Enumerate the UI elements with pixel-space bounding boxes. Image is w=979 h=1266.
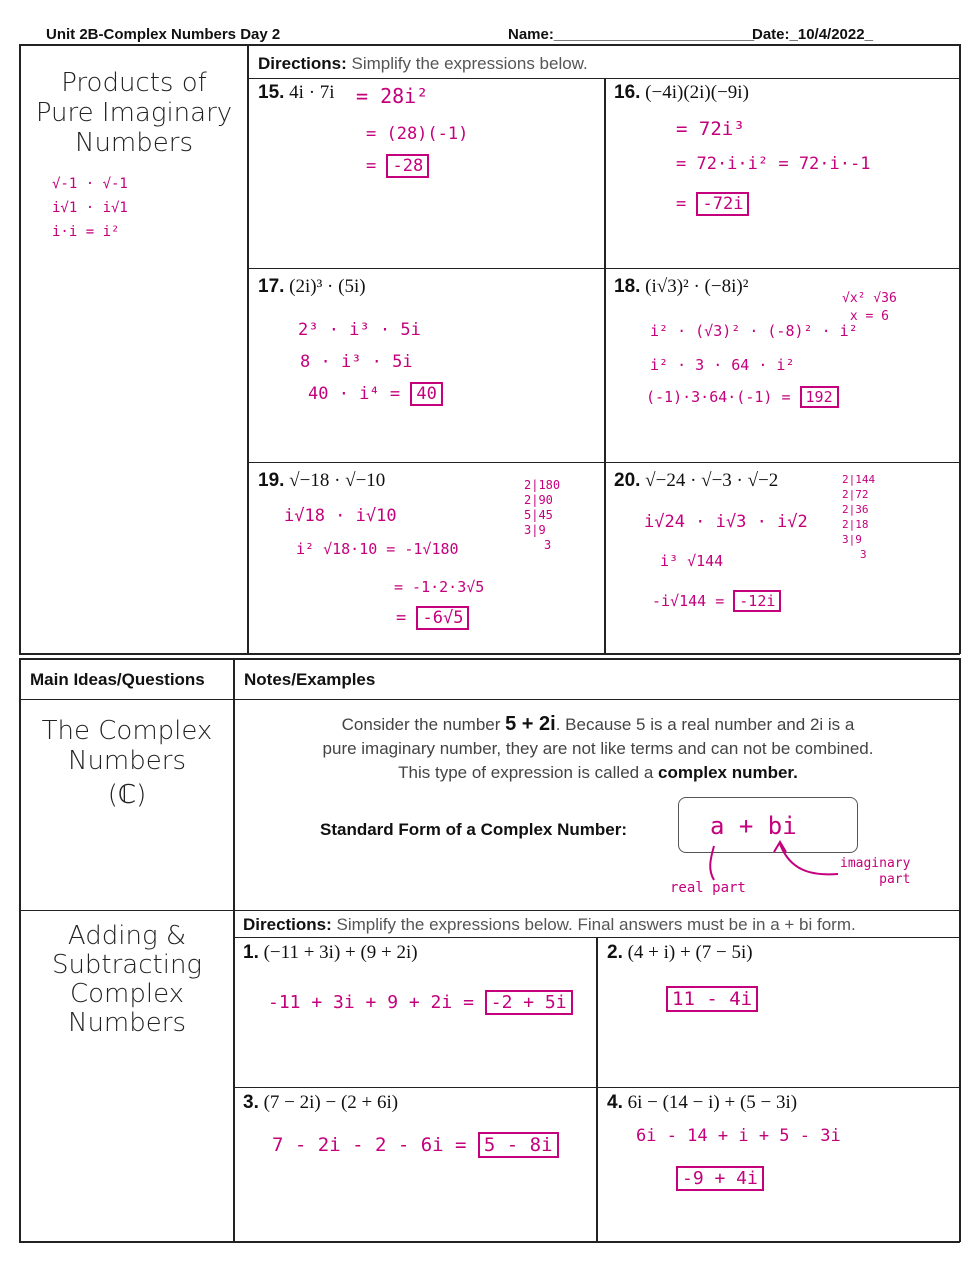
answer-3: 7 - 2i - 2 - 6i = 5 - 8i [272, 1134, 559, 1156]
problem-1: 1. (−11 + 3i) + (9 + 2i) [243, 942, 418, 963]
work-17-line2: 8 · i³ · 5i [300, 352, 413, 372]
topic-complex-numbers: The Complex Numbers (ℂ) [41, 716, 213, 810]
work-19-line3: = -1·2·3√5 [394, 578, 485, 596]
imaginary-part-label: imaginary part [840, 856, 911, 887]
unit-title: Unit 2B-Complex Numbers Day 2 [46, 26, 281, 43]
complex-number-definition: Consider the number 5 + 2i. Because 5 is a real number and 2i is a pure imaginary number, they are not like terms and can not be combined. This type of expression is called a complex number. [322, 713, 874, 782]
name-field-label: Name:________________________ [508, 26, 755, 43]
standard-form-value: a + bi [710, 812, 797, 840]
problem-3: 3. (7 − 2i) − (2 + 6i) [243, 1092, 399, 1113]
work-4: 6i - 14 + i + 5 - 3i [636, 1126, 841, 1146]
factor-tree-20: 2|144 2|72 2|36 2|18 3|9 3 [842, 473, 876, 561]
problem-17: 17. (2i)³ · (5i) [258, 276, 366, 297]
side-notes: √-1 · √-1 i√1 · i√1 i·i = i² [52, 176, 128, 240]
answer-17: 40 · i⁴ = 40 [308, 384, 443, 404]
work-16-line1: = 72i³ [676, 118, 745, 140]
answer-16: = -72i [676, 194, 749, 214]
answer-4: -9 + 4i [676, 1168, 764, 1189]
problem-4: 4. 6i − (14 − i) + (5 − 3i) [607, 1092, 798, 1113]
work-17-line1: 2³ · i³ · 5i [298, 320, 421, 340]
answer-15: = -28 [366, 156, 429, 176]
work-20-line2: i³ √144 [660, 552, 724, 570]
problem-2: 2. (4 + i) + (7 − 5i) [607, 942, 753, 963]
topic-products-pure-imaginary: Products of Pure Imaginary Numbers [35, 68, 233, 158]
work-19-line2: i² √18·10 = -1√180 [296, 540, 459, 558]
problem-15: 15. 4i · 7i [258, 82, 335, 103]
side-work-18: √x² √36 x = 6 [842, 291, 897, 324]
answer-2: 11 - 4i [666, 988, 758, 1010]
directions-section1: Directions: Simplify the expressions below. [258, 54, 588, 73]
date-label: Date:_10/4/2022_ [752, 26, 873, 43]
answer-18: (-1)·3·64·(-1) = 192 [646, 388, 839, 406]
work-15-line1: = 28i² [356, 84, 429, 108]
column-header-notes: Notes/Examples [244, 670, 376, 689]
answer-1: -11 + 3i + 9 + 2i = -2 + 5i [268, 992, 573, 1013]
problem-18: 18. (i√3)² · (−8i)² [614, 276, 749, 297]
directions-section3: Directions: Simplify the expressions below. Final answers must be in a + bi form. [243, 915, 856, 934]
factor-tree-19: 2|180 2|90 5|45 3|9 3 [524, 478, 561, 552]
problem-19: 19. √−18 · √−10 [258, 470, 386, 491]
work-15-line2: = (28)(-1) [366, 124, 469, 144]
standard-form-label: Standard Form of a Complex Number: [320, 820, 627, 839]
topic-adding-subtracting: Adding & Subtracting Complex Numbers [51, 921, 203, 1038]
work-18-line1: i² · (√3)² · (-8)² · i² [650, 322, 858, 340]
work-20-line1: i√24 · i√3 · i√2 [644, 512, 808, 532]
real-part-label: real part [670, 880, 746, 896]
problem-16: 16. (−4i)(2i)(−9i) [614, 82, 749, 103]
answer-19: = -6√5 [396, 608, 469, 628]
problem-20: 20. √−24 · √−3 · √−2 [614, 470, 779, 491]
column-header-main-ideas: Main Ideas/Questions [30, 670, 205, 689]
work-18-line2: i² · 3 · 64 · i² [650, 356, 795, 374]
work-16-line2: = 72·i·i² = 72·i·-1 [676, 154, 871, 174]
answer-20: -i√144 = -12i [652, 592, 781, 610]
work-19-line1: i√18 · i√10 [284, 506, 397, 526]
